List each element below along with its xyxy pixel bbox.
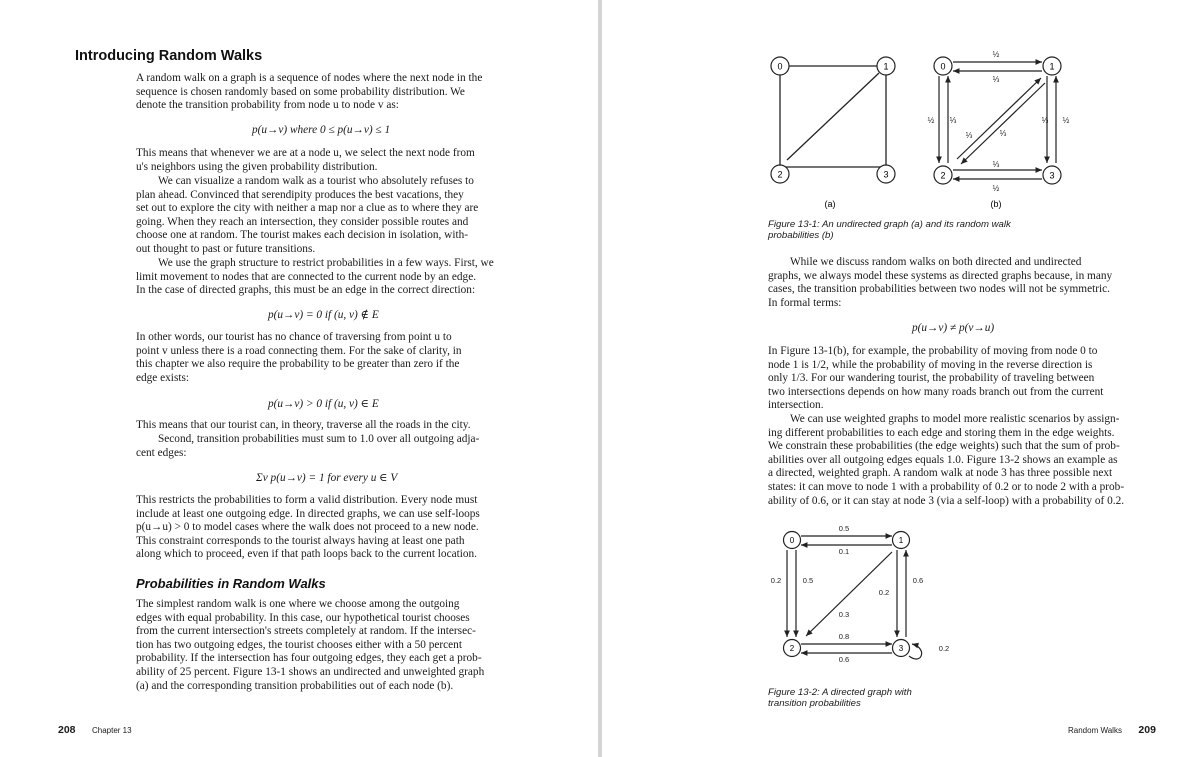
text-line: tion has two outgoing edges, the tourist chooses either with a 50 percent bbox=[136, 638, 462, 651]
page-footer-right bbox=[1068, 720, 1156, 738]
prob-0-1: ½ bbox=[992, 50, 1000, 59]
text-line: In formal terms: bbox=[768, 296, 842, 309]
running-title: Random Walks bbox=[1068, 726, 1122, 735]
text-line: sequence is chosen randomly based on some probability distribution. We bbox=[136, 85, 465, 98]
prob-1-0: ⅓ bbox=[992, 75, 1000, 84]
text-line: ability of 25 percent. Figure 13-1 shows an undirected and unweighted graph bbox=[136, 665, 485, 678]
node-label: 2 bbox=[777, 169, 783, 180]
section-title: Introducing Random Walks bbox=[75, 48, 263, 64]
text-line: abilities over all outgoing edges equals 1.0. Figure 13-2 shows an example as bbox=[768, 453, 1118, 466]
left-page bbox=[0, 0, 598, 757]
figure-13-1 bbox=[752, 45, 1072, 213]
text-line: only 1/3. For our wandering tourist, the probability of traveling between bbox=[768, 372, 1095, 385]
node-label: 1 bbox=[898, 536, 904, 545]
node-label: 2 bbox=[940, 170, 946, 181]
text-line: In the case of directed graphs, this must be an edge in the correct direction: bbox=[136, 284, 476, 297]
prob-2-0: ⅓ bbox=[949, 116, 957, 125]
text-line: ing different probabilities to each edge and storing them in the edge weights. bbox=[768, 426, 1115, 439]
text-line: u's neighbors using the given probability distribution. bbox=[136, 160, 378, 173]
prob-3-2: ½ bbox=[992, 184, 1000, 193]
node-label: 1 bbox=[1049, 61, 1055, 72]
page-number: 209 bbox=[1138, 724, 1156, 736]
paragraph-no-chance bbox=[136, 331, 512, 385]
text-line: set out to explore the city with neither a map nor a clue as to where they are bbox=[136, 202, 479, 215]
text-line: We constrain these probabilities (the edge weights) such that the sum of prob- bbox=[768, 440, 1120, 453]
text-line: a directed, weighted graph. A random walk at node 3 has three possible next bbox=[768, 467, 1113, 480]
text-line: node 1 is 1/2, while the probability of moving in the reverse direction is bbox=[768, 358, 1093, 371]
equation-no-edge: p(u→v) = 0 if (u, v) ∉ E bbox=[268, 309, 379, 321]
text-line: In Figure 13-1(b), for example, the probability of moving from node 0 to bbox=[768, 345, 1098, 357]
text-line: intersection. bbox=[768, 399, 824, 412]
text-line: from the current intersection's streets completely at random. If the intersec- bbox=[136, 625, 476, 638]
text-line: two intersections depends on how many roads branch out from the current bbox=[768, 385, 1104, 398]
paragraph-directed-model bbox=[768, 256, 1145, 310]
weight-3-2: 0.6 bbox=[838, 655, 850, 664]
node-label: 1 bbox=[883, 61, 889, 72]
page-number: 208 bbox=[58, 724, 76, 736]
paragraph-graph-structure bbox=[136, 257, 512, 298]
text-line: limit movement to nodes that are connected to the current node by an edge. bbox=[136, 270, 477, 283]
text-line: cases, the transition probabilities between two nodes will not be symmetric. bbox=[768, 283, 1110, 296]
text-line: In other words, our tourist has no chance of traversing from point u to bbox=[136, 331, 452, 343]
figure-label-b: (b) bbox=[990, 199, 1002, 209]
node-label: 3 bbox=[898, 644, 904, 653]
paragraph-traverse bbox=[136, 419, 512, 433]
equation-asymmetric: p(u→v) ≠ p(v→u) bbox=[912, 322, 995, 334]
node-label: 3 bbox=[1049, 170, 1055, 181]
edge-1-to-2 bbox=[961, 83, 1045, 164]
figure-13-2-caption bbox=[768, 687, 912, 709]
paragraph-valid-distribution bbox=[136, 494, 512, 562]
weight-0-1: 0.5 bbox=[838, 524, 850, 533]
text-line: edge exists: bbox=[136, 371, 190, 384]
weight-0-2-inner: 0.5 bbox=[802, 576, 814, 585]
figure-13-2 bbox=[760, 520, 960, 670]
paragraph-sum bbox=[136, 433, 512, 460]
paragraph-tourist bbox=[136, 175, 512, 257]
paragraph-figure-example bbox=[768, 345, 1145, 413]
weight-2-1: 0.3 bbox=[838, 610, 850, 619]
text-line: states: it can move to node 1 with a probability of 0.2 or to node 2 with a prob- bbox=[768, 480, 1125, 493]
equation-probability-range: p(u→v) where 0 ≤ p(u→v) ≤ 1 bbox=[252, 124, 391, 136]
text-line: out thought to past or future transitions. bbox=[136, 242, 316, 255]
text-line: This means that whenever we are at a node u, we select the next node from bbox=[136, 147, 475, 159]
prob-0-2: ½ bbox=[927, 116, 935, 125]
paragraph-weighted-graphs bbox=[768, 413, 1145, 508]
text-line: This constraint corresponds to the tourist always having at least one path bbox=[136, 534, 465, 547]
text-line: The simplest random walk is one where we choose among the outgoing bbox=[136, 598, 460, 610]
text-line: This means that our tourist can, in theory, traverse all the roads in the city. bbox=[136, 419, 471, 431]
weight-0-2-outer: 0.2 bbox=[770, 576, 782, 585]
chapter-label: Chapter 13 bbox=[91, 726, 132, 735]
prob-3-1: ½ bbox=[1062, 116, 1070, 125]
edge-2-to-1 bbox=[957, 78, 1041, 159]
text-line: point v unless there is a road connecting them. For the sake of clarity, in bbox=[136, 344, 462, 357]
figure-13-1-caption bbox=[768, 219, 1011, 241]
prob-2-1: ⅓ bbox=[965, 131, 973, 140]
weight-2-3: 0.8 bbox=[838, 632, 850, 641]
node-label: 0 bbox=[940, 61, 946, 72]
subsection-title: Probabilities in Random Walks bbox=[136, 576, 326, 591]
text-line: going. When they reach an intersection, they consider possible routes and bbox=[136, 215, 469, 228]
text-line: edges with equal probability. In this case, our hypothetical tourist chooses bbox=[136, 611, 470, 624]
text-line: denote the transition probability from node u to node v as: bbox=[136, 99, 399, 112]
node-label: 0 bbox=[789, 536, 795, 545]
text-line: We can visualize a random walk as a tourist who absolutely refuses to bbox=[158, 175, 474, 187]
weight-3-3: 0.2 bbox=[938, 644, 950, 653]
node-label: 3 bbox=[883, 169, 889, 180]
text-line: We can use weighted graphs to model more realistic scenarios by assign- bbox=[790, 413, 1120, 425]
text-line: along which to proceed, even if that path loops back to the current location. bbox=[136, 548, 477, 561]
text-line: plan ahead. Convinced that serendipity produces the best vacations, they bbox=[136, 188, 464, 201]
caption-line: transition probabilities bbox=[768, 698, 861, 709]
text-line: While we discuss random walks on both directed and undirected bbox=[790, 256, 1082, 268]
text-line: choose one at random. The tourist makes each decision in isolation, with- bbox=[136, 229, 469, 242]
text-line: graphs, we always model these systems as directed graphs because, in many bbox=[768, 269, 1113, 282]
text-line: Second, transition probabilities must sum to 1.0 over all outgoing adja- bbox=[158, 433, 480, 445]
weight-1-3: 0.6 bbox=[912, 576, 924, 585]
equation-edge-positive: p(u→v) > 0 if (u, v) ∈ E bbox=[268, 398, 379, 410]
prob-1-2: ⅓ bbox=[999, 129, 1007, 138]
graph-a bbox=[780, 66, 886, 167]
edge-3-self-loop bbox=[909, 644, 922, 659]
right-page bbox=[602, 0, 1200, 757]
caption-line: Figure 13-2: A directed graph with bbox=[768, 687, 912, 698]
node-label: 0 bbox=[777, 61, 783, 72]
paragraph-simplest-walk bbox=[136, 598, 512, 693]
prob-2-3: ⅓ bbox=[992, 160, 1000, 169]
prob-1-3: ⅓ bbox=[1041, 116, 1049, 125]
text-line: probability. If the intersection has four outgoing edges, they each get a prob- bbox=[136, 652, 482, 665]
text-line: A random walk on a graph is a sequence of nodes where the next node in the bbox=[136, 72, 483, 84]
page-footer-left bbox=[58, 720, 132, 738]
text-line: (a) and the corresponding transition probabilities out of each node (b). bbox=[136, 679, 454, 692]
equation-sum-to-one: Σv p(u→v) = 1 for every u ∈ V bbox=[256, 472, 398, 484]
text-line: this chapter we also require the probability to be greater than zero if the bbox=[136, 358, 460, 371]
caption-line: Figure 13-1: An undirected graph (a) and its random walk bbox=[768, 219, 1011, 230]
figure-label-a: (a) bbox=[824, 199, 836, 209]
edge-1-2 bbox=[787, 73, 879, 160]
text-line: include at least one outgoing edge. In directed graphs, we can use self-loops bbox=[136, 507, 480, 520]
text-line: p(u→u) > 0 to model cases where the walk does not proceed to a new node. bbox=[136, 521, 479, 534]
text-line: cent edges: bbox=[136, 446, 187, 459]
node-label: 2 bbox=[789, 644, 795, 653]
caption-line: probabilities (b) bbox=[768, 230, 834, 241]
weight-1-0: 0.1 bbox=[838, 547, 850, 556]
text-line: This restricts the probabilities to form a valid distribution. Every node must bbox=[136, 494, 478, 506]
paragraph-neighbors bbox=[136, 147, 512, 174]
text-line: We use the graph structure to restrict probabilities in a few ways. First, we bbox=[158, 257, 494, 269]
text-line: ability of 0.6, or it can stay at node 3 (via a self-loop) with a probability of 0.2. bbox=[768, 494, 1125, 507]
weight-1-2: 0.2 bbox=[878, 588, 890, 597]
paragraph-intro bbox=[136, 72, 512, 113]
